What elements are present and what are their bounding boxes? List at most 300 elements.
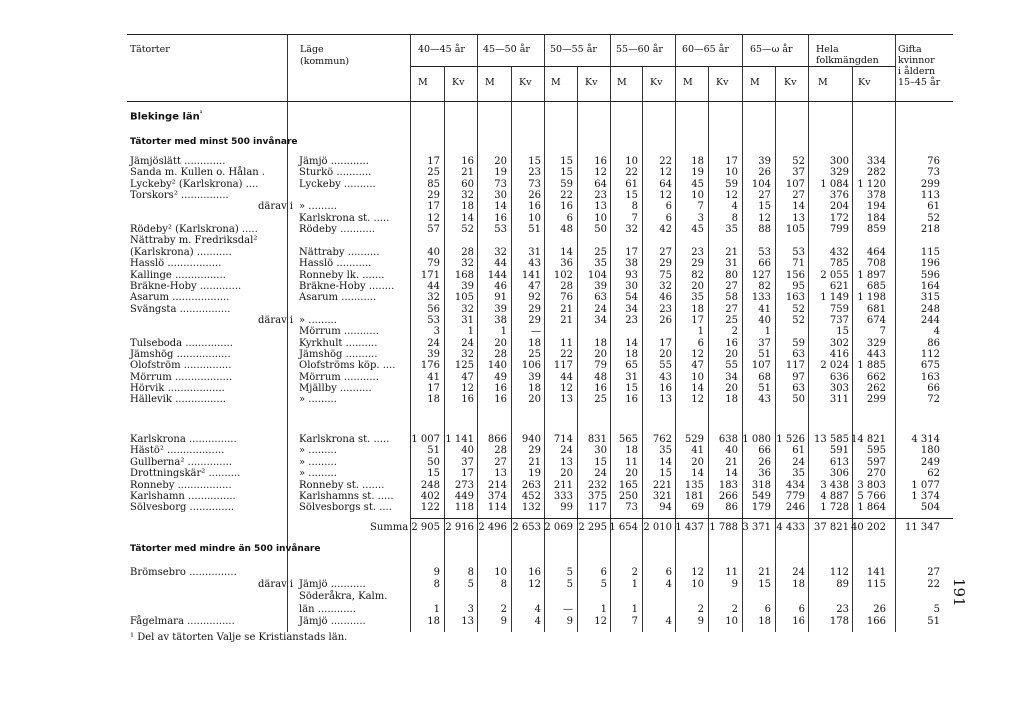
cell-value: 73 [528, 178, 541, 190]
row-name: Kallinge ................ [130, 269, 226, 281]
cell-value: 2 024 [820, 360, 849, 372]
cell-value: 591 [829, 445, 849, 457]
cell-value: 29 [691, 258, 704, 270]
cell-value: 16 [792, 615, 805, 627]
cell-value: 549 [751, 491, 771, 502]
cell-value: 3 [433, 326, 440, 338]
cell-value: 43 [528, 258, 541, 270]
cell-value: 250 [618, 491, 638, 502]
header-age-group: 40—45 år [418, 44, 465, 55]
cell-value: 14 [659, 456, 672, 468]
cell-value: 63 [792, 348, 805, 360]
cell-value: 9 [433, 567, 440, 578]
row-lage: Asarum ........... [299, 292, 377, 304]
row-lage: Karlskrona st. ..... [299, 212, 390, 224]
cell-value: 464 [866, 246, 886, 258]
cell-value: 29 [528, 445, 541, 457]
cell-value: 44 [427, 280, 440, 292]
cell-value: 66 [927, 383, 940, 394]
cell-value: 34 [594, 314, 607, 326]
row-lage: Nättraby .......... [299, 246, 380, 258]
cell-value: 249 [920, 456, 940, 468]
cell-value: 23 [594, 190, 607, 202]
row-name: Rödeby² (Karlskrona) ..... [130, 224, 258, 236]
cell-value: 10 [494, 567, 507, 578]
cell-value: 72 [927, 394, 940, 406]
cell-value: 51 [758, 383, 771, 394]
row-name: därav i [258, 201, 294, 213]
cell-value: 432 [829, 246, 849, 258]
cell-value: 273 [454, 479, 474, 491]
cell-value: 15 [528, 156, 541, 167]
cell-value: 23 [528, 167, 541, 179]
summa-value: 4 433 [776, 522, 805, 533]
cell-value: 66 [758, 445, 771, 457]
cell-value: 15 [594, 456, 607, 468]
header-gifta: Gifta [898, 44, 922, 55]
cell-value: 18 [625, 348, 638, 360]
summa-value: 2 905 [411, 522, 440, 533]
cell-value: 15 [427, 468, 440, 480]
cell-value: 376 [829, 190, 849, 202]
cell-value: 10 [594, 212, 607, 224]
header-m: M [750, 77, 760, 88]
cell-value: 675 [920, 360, 940, 372]
cell-value: 24 [560, 445, 573, 457]
cell-value: 122 [420, 502, 440, 514]
cell-value: 1 077 [911, 479, 940, 491]
cell-value: 866 [487, 434, 507, 445]
cell-value: 21 [725, 246, 738, 258]
cell-value: 333 [553, 491, 573, 502]
cell-value: 32 [625, 224, 638, 236]
cell-value: 1 084 [820, 178, 849, 190]
cell-value: 24 [594, 303, 607, 315]
header-aldern-range: 15–45 år [898, 77, 941, 88]
row-lage: Kyrkhult .......... [299, 337, 378, 349]
cell-value: 2 [731, 603, 738, 615]
cell-value: 79 [594, 360, 607, 372]
cell-value: 117 [587, 502, 607, 514]
cell-value: 3 [467, 603, 474, 615]
cell-value: 178 [829, 615, 849, 627]
row-lage: Sturkö ........... [299, 167, 372, 179]
cell-value: 117 [785, 360, 805, 372]
cell-value: 9 [566, 615, 573, 627]
cell-value: 10 [725, 167, 738, 179]
cell-value: 12 [691, 348, 704, 360]
cell-value: 89 [836, 579, 849, 591]
cell-value: 708 [866, 258, 886, 270]
cell-value: 16 [560, 201, 573, 213]
summa-rule [410, 518, 953, 519]
cell-value: 1 [697, 326, 704, 338]
summa-value: 2 010 [643, 522, 672, 533]
cell-value: 311 [829, 394, 849, 406]
row-lage: » ......... [299, 394, 337, 406]
row-lage: Jämshög .......... [299, 348, 378, 360]
cell-value: 49 [494, 371, 507, 383]
cell-value: 22 [625, 167, 638, 179]
cell-value: 163 [920, 371, 940, 383]
summa-value: 1 788 [709, 522, 738, 533]
cell-value: 18 [725, 394, 738, 406]
cell-value: 16 [528, 567, 541, 578]
cell-value: 36 [560, 258, 573, 270]
section-title-1: Tätorter med minst 500 invånare [130, 137, 298, 147]
cell-value: 51 [927, 615, 940, 627]
cell-value: 1 [433, 603, 440, 615]
cell-value: 4 887 [820, 491, 849, 502]
cell-value: 596 [920, 269, 940, 281]
cell-value: 52 [792, 156, 805, 167]
cell-value: 37 [792, 167, 805, 179]
cell-value: 14 [494, 201, 507, 213]
cell-value: 12 [758, 212, 771, 224]
cell-value: 15 [758, 579, 771, 591]
cell-value: 37 [461, 456, 474, 468]
cell-value: 232 [587, 479, 607, 491]
row-lage: Sölvesborgs st. .... [299, 502, 392, 514]
cell-value: 799 [829, 224, 849, 236]
cell-value: 6 [566, 212, 573, 224]
cell-value: 17 [659, 337, 672, 349]
header-hela: Hela [816, 44, 839, 55]
cell-value: 23 [625, 314, 638, 326]
cell-value: 329 [866, 337, 886, 349]
row-name: Hörvik .................. [130, 383, 225, 394]
cell-value: 5 [566, 567, 573, 578]
cell-value: 115 [866, 579, 886, 591]
cell-value: 19 [494, 167, 507, 179]
cell-value: 16 [528, 201, 541, 213]
cell-value: 15 [659, 468, 672, 480]
cell-value: 16 [725, 337, 738, 349]
cell-value: 1 141 [445, 434, 474, 445]
cell-value: 29 [528, 303, 541, 315]
cell-value: 17 [691, 314, 704, 326]
cell-value: 52 [927, 212, 940, 224]
row-name: Tulseboda ............... [130, 337, 234, 349]
cell-value: 99 [560, 502, 573, 514]
cell-value: 18 [461, 201, 474, 213]
cell-value: 52 [461, 224, 474, 236]
col-rule [287, 35, 288, 632]
cell-value: 638 [718, 434, 738, 445]
cell-value: 18 [625, 445, 638, 457]
row-lage: Karlshamns st. ..... [299, 491, 394, 502]
cell-value: 9 [500, 615, 507, 627]
cell-value: 61 [625, 178, 638, 190]
cell-value: 59 [792, 337, 805, 349]
cell-value: 270 [866, 468, 886, 480]
cell-value: 14 [560, 246, 573, 258]
row-name: Drottningskär² .......... [130, 468, 241, 480]
cell-value: 443 [866, 348, 886, 360]
cell-value: 39 [594, 280, 607, 292]
cell-value: 6 [798, 603, 805, 615]
cell-value: 23 [659, 303, 672, 315]
cell-value: 22 [560, 348, 573, 360]
row-lage: Mörrum ........... [299, 326, 379, 338]
cell-value: 32 [494, 246, 507, 258]
cell-value: 58 [725, 292, 738, 304]
cell-value: 34 [725, 371, 738, 383]
cell-value: 12 [560, 383, 573, 394]
cell-value: 21 [461, 167, 474, 179]
header-kvinnor: kvinnor [898, 55, 935, 66]
cell-value: 282 [866, 167, 886, 179]
cell-value: 32 [659, 280, 672, 292]
cell-value: 20 [625, 468, 638, 480]
cell-value: 266 [718, 491, 738, 502]
col-subrule [708, 67, 709, 632]
cell-value: 3 438 [820, 479, 849, 491]
cell-value: 80 [725, 269, 738, 281]
row-lage: Hasslö ........... [299, 258, 372, 270]
cell-value: 16 [659, 383, 672, 394]
row-lage: Bräkne-Hoby ........ [299, 280, 395, 292]
row-lage: Söderåkra, Kalm. [299, 591, 388, 603]
cell-value: 172 [829, 212, 849, 224]
cell-value: 59 [560, 178, 573, 190]
row-name: Brömsebro ............... [130, 567, 237, 578]
cell-value: 179 [751, 502, 771, 514]
cell-value: 4 [665, 615, 672, 627]
cell-value: 39 [528, 371, 541, 383]
cell-value: 141 [521, 269, 541, 281]
cell-value: 2 [697, 603, 704, 615]
cell-value: 4 314 [911, 434, 940, 445]
cell-value: 300 [829, 156, 849, 167]
cell-value: 7 [697, 201, 704, 213]
row-name: (Karlskrona) ........... [130, 246, 232, 258]
col-subrule [577, 67, 578, 632]
cell-value: 38 [494, 314, 507, 326]
cell-value: 40 [427, 246, 440, 258]
col-subrule [642, 67, 643, 632]
cell-value: 183 [718, 479, 738, 491]
summa-label: Summa [370, 522, 409, 533]
cell-value: 135 [684, 479, 704, 491]
row-lage: » ......... [299, 201, 337, 213]
cell-value: 50 [792, 394, 805, 406]
header-kv: Kv [716, 77, 729, 88]
cell-value: 63 [594, 292, 607, 304]
row-name: Karlshamn ............... [130, 491, 236, 502]
cell-value: 714 [553, 434, 573, 445]
cell-value: 416 [829, 348, 849, 360]
cell-value: 16 [494, 383, 507, 394]
cell-value: 53 [494, 224, 507, 236]
cell-value: 45 [691, 224, 704, 236]
cell-value: 32 [461, 190, 474, 202]
cell-value: 168 [454, 269, 474, 281]
cell-value: 52 [792, 314, 805, 326]
cell-value: 37 [758, 337, 771, 349]
cell-value: 4 [731, 201, 738, 213]
cell-value: 613 [829, 456, 849, 468]
cell-value: 27 [758, 190, 771, 202]
cell-value: 15 [625, 190, 638, 202]
cell-value: 15 [758, 201, 771, 213]
col-subrule [511, 67, 512, 632]
cell-value: 685 [866, 280, 886, 292]
cell-value: — [563, 603, 573, 615]
cell-value: 44 [494, 258, 507, 270]
cell-value: 32 [427, 292, 440, 304]
cell-value: 27 [494, 456, 507, 468]
cell-value: 39 [427, 348, 440, 360]
cell-value: 18 [427, 615, 440, 627]
header-sub-rule [410, 66, 895, 67]
cell-value: 1 080 [742, 434, 771, 445]
cell-value: 51 [758, 348, 771, 360]
cell-value: 35 [659, 445, 672, 457]
cell-value: 31 [725, 258, 738, 270]
cell-value: 166 [866, 615, 886, 627]
cell-value: 18 [528, 383, 541, 394]
cell-value: 46 [494, 280, 507, 292]
cell-value: 180 [920, 445, 940, 457]
cell-value: 39 [461, 280, 474, 292]
cell-value: 40 [725, 445, 738, 457]
cell-value: 112 [829, 567, 849, 578]
cell-value: 8 [731, 212, 738, 224]
cell-value: 82 [758, 280, 771, 292]
summa-value: 3 371 [742, 522, 771, 533]
cell-value: 21 [758, 567, 771, 578]
col-subrule [852, 67, 853, 632]
cell-value: 6 [697, 337, 704, 349]
row-name: Sölvesborg .............. [130, 502, 235, 514]
cell-value: 28 [494, 348, 507, 360]
cell-value: 1 864 [857, 502, 886, 514]
col-rule [544, 35, 545, 632]
cell-value: 64 [594, 178, 607, 190]
cell-value: 35 [594, 258, 607, 270]
col-subrule [775, 67, 776, 632]
cell-value: 38 [625, 258, 638, 270]
cell-value: 82 [691, 269, 704, 281]
cell-value: 48 [560, 224, 573, 236]
col-rule [742, 35, 743, 632]
row-lage: » ......... [299, 468, 337, 480]
cell-value: 16 [625, 394, 638, 406]
row-name: Svängsta ................ [130, 303, 231, 315]
cell-value: 107 [751, 360, 771, 372]
cell-value: 6 [600, 567, 607, 578]
cell-value: 20 [594, 348, 607, 360]
cell-value: 2 [631, 567, 638, 578]
cell-value: — [531, 326, 541, 338]
cell-value: 12 [691, 567, 704, 578]
cell-value: 6 [665, 201, 672, 213]
cell-value: 25 [725, 314, 738, 326]
cell-value: 28 [461, 246, 474, 258]
cell-value: 30 [625, 280, 638, 292]
cell-value: 16 [594, 383, 607, 394]
col-rule [410, 35, 411, 632]
cell-value: 14 [461, 212, 474, 224]
cell-value: 140 [487, 360, 507, 372]
cell-value: 18 [594, 337, 607, 349]
cell-value: 60 [461, 178, 474, 190]
cell-value: 1 120 [857, 178, 886, 190]
col-rule [808, 35, 809, 632]
cell-value: 759 [829, 303, 849, 315]
cell-value: 1 897 [857, 269, 886, 281]
cell-value: 214 [487, 479, 507, 491]
cell-value: 27 [725, 303, 738, 315]
header-m: M [683, 77, 693, 88]
header-m: M [485, 77, 495, 88]
cell-value: 75 [659, 269, 672, 281]
cell-value: 26 [659, 314, 672, 326]
cell-value: 831 [587, 434, 607, 445]
cell-value: 62 [927, 468, 940, 480]
cell-value: 20 [725, 348, 738, 360]
cell-value: 85 [427, 178, 440, 190]
cell-value: 17 [427, 201, 440, 213]
summa-value: 2 916 [445, 522, 474, 533]
cell-value: 25 [427, 167, 440, 179]
cell-value: 24 [461, 337, 474, 349]
cell-value: 15 [836, 326, 849, 338]
cell-value: 10 [625, 156, 638, 167]
header-m: M [818, 77, 828, 88]
summa-value: 11 347 [905, 522, 940, 533]
cell-value: 246 [785, 502, 805, 514]
cell-value: 329 [829, 167, 849, 179]
cell-value: 449 [454, 491, 474, 502]
cell-value: 55 [659, 360, 672, 372]
header-age-group: 55—60 år [616, 44, 663, 55]
cell-value: 156 [785, 269, 805, 281]
cell-value: 303 [829, 383, 849, 394]
cell-value: 306 [829, 468, 849, 480]
row-name: Asarum .................. [130, 292, 230, 304]
cell-value: 48 [594, 371, 607, 383]
cell-value: 53 [427, 314, 440, 326]
cell-value: 8 [631, 201, 638, 213]
cell-value: 4 [534, 603, 541, 615]
cell-value: 91 [494, 292, 507, 304]
header-age-group: 65—ω år [750, 44, 793, 55]
cell-value: 5 [566, 579, 573, 591]
cell-value: 25 [528, 348, 541, 360]
header-lage: Läge [300, 44, 324, 55]
cell-value: 16 [494, 394, 507, 406]
cell-value: 20 [528, 394, 541, 406]
header-age-group: 50—55 år [550, 44, 597, 55]
cell-value: 504 [920, 502, 940, 514]
row-name: därav i [258, 579, 294, 591]
cell-value: 18 [427, 394, 440, 406]
cell-value: 1 526 [776, 434, 805, 445]
row-name: Ronneby ................. [130, 479, 232, 491]
cell-value: 7 [631, 615, 638, 627]
cell-value: 1 885 [857, 360, 886, 372]
cell-value: 196 [920, 258, 940, 270]
cell-value: 20 [725, 383, 738, 394]
cell-value: 334 [866, 156, 886, 167]
row-lage: län ............ [299, 603, 356, 615]
cell-value: 1 [764, 326, 771, 338]
cell-value: 29 [528, 314, 541, 326]
header-m: M [617, 77, 627, 88]
cell-value: 63 [792, 383, 805, 394]
